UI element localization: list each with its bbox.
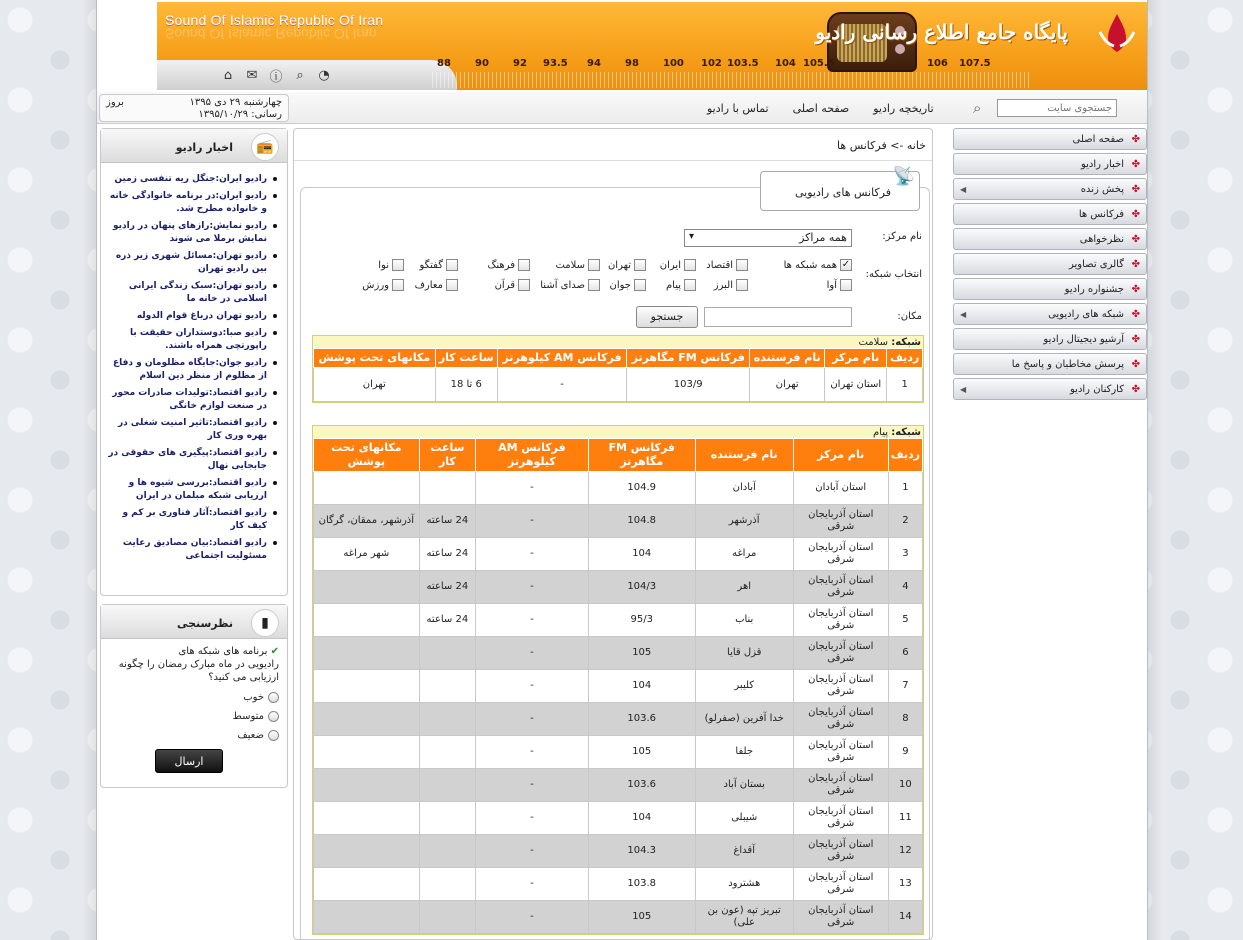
column-header: نام فرستنده	[750, 349, 825, 368]
network-checkbox[interactable]: صدای آشنا	[540, 279, 600, 291]
column-header: ردیف	[887, 349, 923, 368]
frequency-label: 94	[587, 58, 601, 69]
table-row	[314, 901, 923, 934]
poll-question: ✔ برنامه های شبکه های رادیویی در ماه مبارک رمضان را چگونه ارزیابی می کنید؟	[118, 646, 279, 683]
column-header: نام مرکز	[825, 349, 887, 368]
table-cell: -	[476, 472, 589, 505]
table-row	[314, 802, 923, 835]
table-cell: استان آذربایجان شرقی	[793, 637, 888, 670]
table-cell	[419, 703, 475, 736]
bullet-icon: ✤	[1131, 209, 1140, 220]
table-cell: استان آذربایجان شرقی	[793, 505, 888, 538]
frequency-label: 100	[663, 58, 684, 69]
emblem-logo-icon	[1094, 10, 1140, 56]
checkbox[interactable]	[684, 279, 696, 291]
table-cell	[419, 769, 475, 802]
antenna-icon: 📡	[892, 166, 915, 187]
table-cell: 103.6	[588, 769, 695, 802]
table-cell	[419, 472, 475, 505]
table-cell: 9	[888, 736, 922, 769]
table-cell: 13	[888, 868, 922, 901]
table-row	[314, 868, 923, 901]
table-cell	[419, 901, 475, 934]
table-cell: -	[476, 571, 589, 604]
bullet-icon: ✤	[1131, 259, 1140, 270]
news-item[interactable]: رادیو نمایش:رازهای پنهان در رادیو نمایش برملا می شوند	[105, 220, 279, 246]
table-cell	[419, 637, 475, 670]
table-cell	[419, 670, 475, 703]
checkbox[interactable]	[736, 279, 748, 291]
network-checkbox[interactable]: قرآن	[495, 279, 530, 291]
sidebar-item[interactable]	[953, 353, 1147, 375]
column-header: ردیف	[888, 439, 922, 472]
sidebar-item[interactable]	[953, 203, 1147, 225]
search-icon[interactable]: ⌕	[973, 99, 982, 117]
table-cell: استان تهران	[825, 368, 887, 402]
network-checkbox[interactable]: نوا	[378, 259, 404, 271]
search-icon[interactable]: ⌕	[296, 67, 304, 83]
table-cell: تهران	[314, 368, 436, 402]
bullet-icon: ✤	[1131, 384, 1140, 395]
sidebar-item-label: گالری تصاویر	[1068, 259, 1124, 270]
frequency-scale	[437, 58, 1037, 72]
table-cell: استان آذربایجان شرقی	[793, 802, 888, 835]
table-cell: -	[476, 505, 589, 538]
checkbox[interactable]	[736, 259, 748, 271]
table-cell: جلفا	[695, 736, 793, 769]
chart-icon: ▮	[251, 609, 279, 637]
network-checkbox[interactable]: سلامت	[555, 259, 600, 271]
sidebar-item-label: آرشیو دیجیتال رادیو	[1043, 334, 1124, 345]
table-cell	[314, 901, 420, 934]
poll-box	[100, 604, 288, 788]
sidebar-item[interactable]	[953, 303, 1147, 325]
sidebar-item[interactable]	[953, 128, 1147, 150]
poll-submit-button[interactable]: ارسال	[155, 749, 223, 773]
table-cell: بناب	[695, 604, 793, 637]
table-row	[314, 538, 923, 571]
table-cell	[314, 835, 420, 868]
news-item[interactable]: رادیو تهران:سبک زندگی ایرانی اسلامی در خانه ما	[105, 280, 279, 306]
table-cell	[314, 868, 420, 901]
frequency-label: 102	[701, 58, 722, 69]
table-cell: آذرشهر، ممقان، گرگان	[314, 505, 420, 538]
table-cell: 104.3	[588, 835, 695, 868]
table-cell: -	[497, 368, 626, 402]
news-item[interactable]: رادیو جوان:جایگاه مظلومان و دفاع از مظلوم از منظر دین اسلام	[105, 357, 279, 383]
main-content	[293, 128, 933, 940]
frequency-label: 103.5	[727, 58, 759, 69]
network-checkbox[interactable]: اقتصاد	[706, 259, 748, 271]
news-item[interactable]: رادیو ایران:در برنامه خانوادگی خانه و خانواده مطرح شد.	[105, 190, 279, 216]
news-box	[100, 128, 288, 596]
link-home[interactable]: صفحه اصلی	[792, 102, 850, 115]
table-cell: -	[476, 901, 589, 934]
table-cell	[314, 703, 420, 736]
sidebar-item[interactable]	[953, 228, 1147, 250]
table-cell: تهران	[750, 368, 825, 402]
column-header: نام فرستنده	[695, 439, 793, 472]
table-cell: -	[476, 670, 589, 703]
table-row	[314, 670, 923, 703]
table-cell: 24 ساعته	[419, 604, 475, 637]
table-cell	[314, 802, 420, 835]
column-header: فرکانس AM کیلوهرتز	[497, 349, 626, 368]
table-cell: 5	[888, 604, 922, 637]
news-item[interactable]: رادیو اقتصاد:بررسی شیوه ها و ارزیابی شبکه مبلمان در ایران	[105, 477, 279, 503]
table-cell: بستان آباد	[695, 769, 793, 802]
frequencies-box-title: 📡 فرکانس های رادیویی	[760, 171, 920, 211]
frequency-table-payam	[313, 438, 923, 934]
frequency-ticks	[432, 72, 1032, 88]
top-links	[707, 102, 934, 115]
network-checkbox[interactable]: ورزش	[362, 279, 404, 291]
sidebar-item-label: پخش زنده	[1080, 184, 1124, 195]
table-row	[314, 472, 923, 505]
site-search	[969, 98, 1119, 118]
poll-option-good[interactable]: خوب	[109, 692, 279, 703]
table-cell: 104/3	[588, 571, 695, 604]
checkbox[interactable]	[588, 279, 600, 291]
network-checkbox[interactable]: ✓ همه شبکه ها	[783, 259, 851, 271]
radio-button[interactable]	[268, 692, 279, 703]
table-cell	[419, 736, 475, 769]
table-cell: مراغه	[695, 538, 793, 571]
poll-body	[101, 639, 287, 789]
bullet-icon: ✤	[1131, 284, 1140, 295]
table-cell: استان آذربایجان شرقی	[793, 901, 888, 934]
table-row	[314, 835, 923, 868]
news-item[interactable]: رادیو صبا:دوستداران حقیقت با راپورتچی همراه باشند.	[105, 327, 279, 353]
table-cell: 24 ساعته	[419, 571, 475, 604]
english-title: Sound Of Islamic Republic Of Iran	[165, 12, 384, 28]
frequency-label: 92	[513, 58, 527, 69]
location-label: مکان:	[897, 311, 922, 322]
table-cell: 104	[588, 538, 695, 571]
table-cell: آذرشهر	[695, 505, 793, 538]
submenu-arrow-icon: ◀	[960, 185, 967, 194]
frequency-label: 106	[927, 58, 948, 69]
table-row	[314, 703, 923, 736]
sidebar-item[interactable]	[953, 178, 1147, 200]
sidebar-item[interactable]	[953, 253, 1147, 275]
table-cell: تبریز تپه (عون بن علی)	[695, 901, 793, 934]
table-cell: 24 ساعته	[419, 505, 475, 538]
checkbox[interactable]	[446, 279, 458, 291]
table-cell: 2	[888, 505, 922, 538]
sidebar-menu	[953, 128, 1147, 403]
table-cell: استان آذربایجان شرقی	[793, 868, 888, 901]
news-item[interactable]: رادیو تهران درباغ قوام الدوله	[105, 310, 279, 323]
table-cell	[314, 637, 420, 670]
poll-option-weak[interactable]: ضعیف	[109, 730, 279, 741]
checkbox[interactable]	[392, 279, 404, 291]
sidebar-item-label: شبکه های رادیویی	[1048, 309, 1124, 320]
bullet-icon: ✤	[1131, 334, 1140, 345]
table-cell: 10	[888, 769, 922, 802]
table-cell: -	[476, 736, 589, 769]
checkbox[interactable]	[588, 259, 600, 271]
table-cell: -	[476, 835, 589, 868]
news-item[interactable]: رادیو اقتصاد:تاثیر امنیت شغلی در بهره وری کار	[105, 417, 279, 443]
table-cell: 11	[888, 802, 922, 835]
bullet-icon: ✤	[1131, 184, 1140, 195]
info-icon[interactable]: ⓘ	[269, 69, 283, 85]
frequency-table-salamat	[313, 348, 923, 402]
table-cell: اهر	[695, 571, 793, 604]
table-cell: 1	[887, 368, 923, 402]
checkbox[interactable]: ✓	[841, 259, 851, 270]
table-cell: -	[476, 604, 589, 637]
radio-button[interactable]	[268, 711, 279, 722]
updated-label: بروز	[106, 97, 124, 108]
link-history[interactable]: تاریخچه رادیو	[873, 102, 934, 115]
table-cell: استان آذربایجان شرقی	[793, 703, 888, 736]
bullet-icon: ✤	[1131, 234, 1140, 245]
radio-icon: 📻	[251, 133, 279, 161]
frequency-label: 105.5	[803, 58, 835, 69]
table-cell: استان آذربایجان شرقی	[793, 604, 888, 637]
center-label: نام مرکز:	[882, 231, 922, 242]
table-cell: -	[476, 802, 589, 835]
network-checkbox[interactable]: فرهنگ	[487, 259, 530, 271]
news-item[interactable]: رادیو تهران:مسائل شهری زیر ذره بین رادیو تهران	[105, 250, 279, 276]
checkbox[interactable]	[518, 259, 530, 271]
table-cell: -	[476, 637, 589, 670]
network-checkbox[interactable]: گفتگو	[419, 259, 458, 271]
table-cell	[314, 571, 420, 604]
network-section-payam: شبکه: پیام ردیف نام مرکز نام فرستنده فرکانس FM مگاهرتز فرکانس AM کیلوهرتز ساعت کار مکانهای تحت پوشش 1 استان آبادان آبادان 104.9 - 2 استان آذربایجان شرقی آذرشهر 104.8 - 24 ساعته آذرشهر، ممقان، گرگان 3 استان آذربایجان شرقی مراغه 104 - 24 ساعته شهر مراغه 4 استان آذربایجان شرقی اهر 104/3 - 24 ساعته 5 استان آذربایجان شرقی بناب 95/3 - 24 ساعته 6 استان آذربایجان شرقی قزل قایا 105 - 7 استان آذربایجان شرقی کلیبر 104 - 8 استان آذربایجان شرقی خدا آفرین (صفرلو) 103.6 - 9 استان آذربایجان شرقی جلفا 105 - 10 استان آذربایجان شرقی بستان آباد 103.6 - 11 استان آذربایجان شرقی شیبلی 104 - 12 استان آذربایجان شرقی آقداغ 104.3 - 13 استان آذربایجان شرقی هشترود 103.8 - 14 استان آذربایجان شرقی تبریز تپه (عون بن علی) 105 -	[312, 425, 924, 935]
link-contact[interactable]: تماس با رادیو	[707, 102, 769, 115]
date-text: چهارشنبه ۲۹ دی ۱۳۹۵	[189, 97, 282, 108]
network-checkbox[interactable]: البرز	[714, 279, 748, 291]
table-cell: استان آذربایجان شرقی	[793, 538, 888, 571]
table-cell	[314, 604, 420, 637]
column-header: ساعت کار	[419, 439, 475, 472]
column-header: فرکانس FM مگاهرتز	[627, 349, 750, 368]
news-item[interactable]: رادیو اقتصاد:پیگیری های حقوقی در جابجایی نهال	[105, 447, 279, 473]
table-cell: 6 تا 18	[435, 368, 497, 402]
table-cell: 103.6	[588, 703, 695, 736]
table-cell: استان آذربایجان شرقی	[793, 835, 888, 868]
news-item[interactable]: رادیو اقتصاد:آثار فناوری بر کم و کیف کار	[105, 507, 279, 533]
table-cell: 104.9	[588, 472, 695, 505]
bullet-icon: ✤	[1131, 159, 1140, 170]
center-select[interactable]: همه مراکز ▾	[684, 229, 852, 247]
table-cell	[419, 835, 475, 868]
column-header: ساعت کار	[435, 349, 497, 368]
checkbox[interactable]	[392, 259, 404, 271]
network-checkbox[interactable]: تهران	[608, 259, 646, 271]
mail-icon[interactable]: ✉	[246, 67, 258, 83]
poll-option-medium[interactable]: متوسط	[109, 711, 279, 722]
bullet-icon: ✤	[1131, 359, 1140, 370]
search-input[interactable]	[997, 99, 1117, 117]
table-cell: 6	[888, 637, 922, 670]
table-cell: استان آذربایجان شرقی	[793, 571, 888, 604]
table-cell: شهر مراغه	[314, 538, 420, 571]
table-cell: 103/9	[627, 368, 750, 402]
news-item[interactable]: رادیو اقتصاد:بیان مصادیق رعایت مسئولیت اجتماعی	[105, 537, 279, 563]
bullet-icon: ✤	[1131, 309, 1140, 320]
frequency-label: 93.5	[543, 58, 568, 69]
sidebar-item-label: کارکنان رادیو	[1070, 384, 1124, 395]
submenu-arrow-icon: ◀	[960, 385, 967, 394]
table-cell: 104.8	[588, 505, 695, 538]
checkbox[interactable]	[634, 279, 646, 291]
table-cell: آبادان	[695, 472, 793, 505]
home-icon[interactable]: ⌂	[223, 67, 233, 83]
table-cell: 7	[888, 670, 922, 703]
table-cell	[314, 769, 420, 802]
table-cell: -	[476, 769, 589, 802]
sidebar-item-label: اخبار رادیو	[1080, 159, 1124, 170]
table-cell: 105	[588, 637, 695, 670]
column-header: فرکانس AM کیلوهرتز	[476, 439, 589, 472]
sidebar-item-label: صفحه اصلی	[1072, 134, 1124, 145]
rss-icon[interactable]: ◔	[318, 67, 330, 83]
table-cell: 103.8	[588, 868, 695, 901]
top-bar	[97, 92, 1148, 124]
table-cell: 8	[888, 703, 922, 736]
table-row	[314, 571, 923, 604]
network-checkbox[interactable]: جوان	[610, 279, 646, 291]
table-row	[314, 637, 923, 670]
checkbox[interactable]	[684, 259, 696, 271]
table-row	[314, 505, 923, 538]
news-item[interactable]: رادیو ایران:جنگل ریه تنفسی زمین	[105, 173, 279, 186]
table-row	[314, 368, 923, 402]
frequency-label: 88	[437, 58, 451, 69]
english-title-reflection: Sound Of Islamic Republic Of Iran	[165, 26, 377, 42]
checkbox[interactable]	[840, 279, 852, 291]
breadcrumb: خانه -> فرکانس ها	[294, 129, 932, 161]
page	[96, 0, 1148, 940]
table-cell: خدا آفرین (صفرلو)	[695, 703, 793, 736]
left-column	[100, 128, 288, 796]
table-cell: 1	[888, 472, 922, 505]
table-cell: قزل قایا	[695, 637, 793, 670]
table-row	[314, 736, 923, 769]
checkbox[interactable]	[634, 259, 646, 271]
network-label: انتخاب شبکه:	[865, 269, 922, 280]
column-header: مکانهای تحت پوشش	[314, 439, 420, 472]
table-cell: 24 ساعته	[419, 538, 475, 571]
sidebar-item[interactable]	[953, 278, 1147, 300]
sidebar-item-label: نظرخواهی	[1079, 234, 1124, 245]
table-cell: کلیبر	[695, 670, 793, 703]
poll-box-header	[101, 605, 287, 639]
site-header	[157, 2, 1148, 90]
column-header: فرکانس FM مگاهرتز	[588, 439, 695, 472]
table-cell: -	[476, 703, 589, 736]
table-cell	[314, 472, 420, 505]
table-cell: 14	[888, 901, 922, 934]
table-cell: -	[476, 538, 589, 571]
news-item[interactable]: رادیو اقتصاد:تولیدات صادرات محور در صنعت لوازم خانگی	[105, 387, 279, 413]
table-cell	[419, 802, 475, 835]
poll-title: نظرسنجی	[176, 617, 233, 630]
frequency-label: 98	[625, 58, 639, 69]
table-cell: استان آذربایجان شرقی	[793, 736, 888, 769]
table-cell: 104	[588, 670, 695, 703]
frequency-label: 107.5	[959, 58, 991, 69]
frequency-label: 90	[475, 58, 489, 69]
table-cell: آقداغ	[695, 835, 793, 868]
bullet-icon: ✤	[1131, 134, 1140, 145]
checkbox[interactable]	[518, 279, 530, 291]
location-input[interactable]	[704, 307, 852, 327]
check-icon: ✔	[270, 646, 279, 657]
table-cell: استان آبادان	[793, 472, 888, 505]
network-section-salamat: شبکه: سلامت ردیف نام مرکز نام فرستنده فرکانس FM مگاهرتز فرکانس AM کیلوهرتز ساعت کار مکانهای تحت پوشش 1 استان تهران تهران 103/9 - 6 تا 18 تهران	[312, 335, 924, 403]
radio-button[interactable]	[268, 730, 279, 741]
sidebar-item[interactable]	[953, 378, 1147, 400]
table-cell	[314, 736, 420, 769]
news-list	[101, 163, 287, 575]
column-header: مکانهای تحت پوشش	[314, 349, 436, 368]
checkbox[interactable]	[446, 259, 458, 271]
table-cell: 105	[588, 736, 695, 769]
table-cell: 3	[888, 538, 922, 571]
sidebar-item[interactable]	[953, 153, 1147, 175]
table-cell: 105	[588, 901, 695, 934]
network-name: سلامت	[858, 337, 889, 348]
network-checkbox[interactable]: پیام	[666, 279, 696, 291]
network-checkbox[interactable]: معارف	[415, 279, 458, 291]
sidebar-item-label: فرکانس ها	[1078, 209, 1124, 220]
table-cell: استان آذربایجان شرقی	[793, 670, 888, 703]
updated-date: رسانی: ۱۳۹۵/۱۰/۲۹	[198, 109, 282, 120]
news-box-header	[101, 129, 287, 163]
search-button[interactable]: جستجو	[636, 306, 698, 328]
table-cell: شیبلی	[695, 802, 793, 835]
table-cell: 4	[888, 571, 922, 604]
sidebar-item-label: پرسش مخاطبان و پاسخ ما	[1011, 359, 1124, 370]
table-cell	[419, 868, 475, 901]
site-title: پایگاه جامع اطلاع رسانی رادیو	[815, 20, 1068, 44]
network-checkbox[interactable]: ایران	[660, 259, 696, 271]
table-cell: 104	[588, 802, 695, 835]
table-cell	[314, 670, 420, 703]
table-cell: هشترود	[695, 868, 793, 901]
table-row	[314, 604, 923, 637]
table-row	[314, 769, 923, 802]
date-box	[99, 94, 289, 122]
table-cell: 95/3	[588, 604, 695, 637]
sidebar-item-label: جشنواره رادیو	[1064, 284, 1124, 295]
table-cell: -	[476, 868, 589, 901]
network-name: پیام	[872, 427, 889, 438]
network-checkbox[interactable]: آوا	[827, 279, 852, 291]
column-header: نام مرکز	[793, 439, 888, 472]
table-cell: 12	[888, 835, 922, 868]
sidebar-item[interactable]	[953, 328, 1147, 350]
frequency-label: 104	[775, 58, 796, 69]
news-box-title: اخبار رادیو	[175, 141, 233, 154]
table-cell: استان آذربایجان شرقی	[793, 769, 888, 802]
submenu-arrow-icon: ◀	[960, 310, 967, 319]
